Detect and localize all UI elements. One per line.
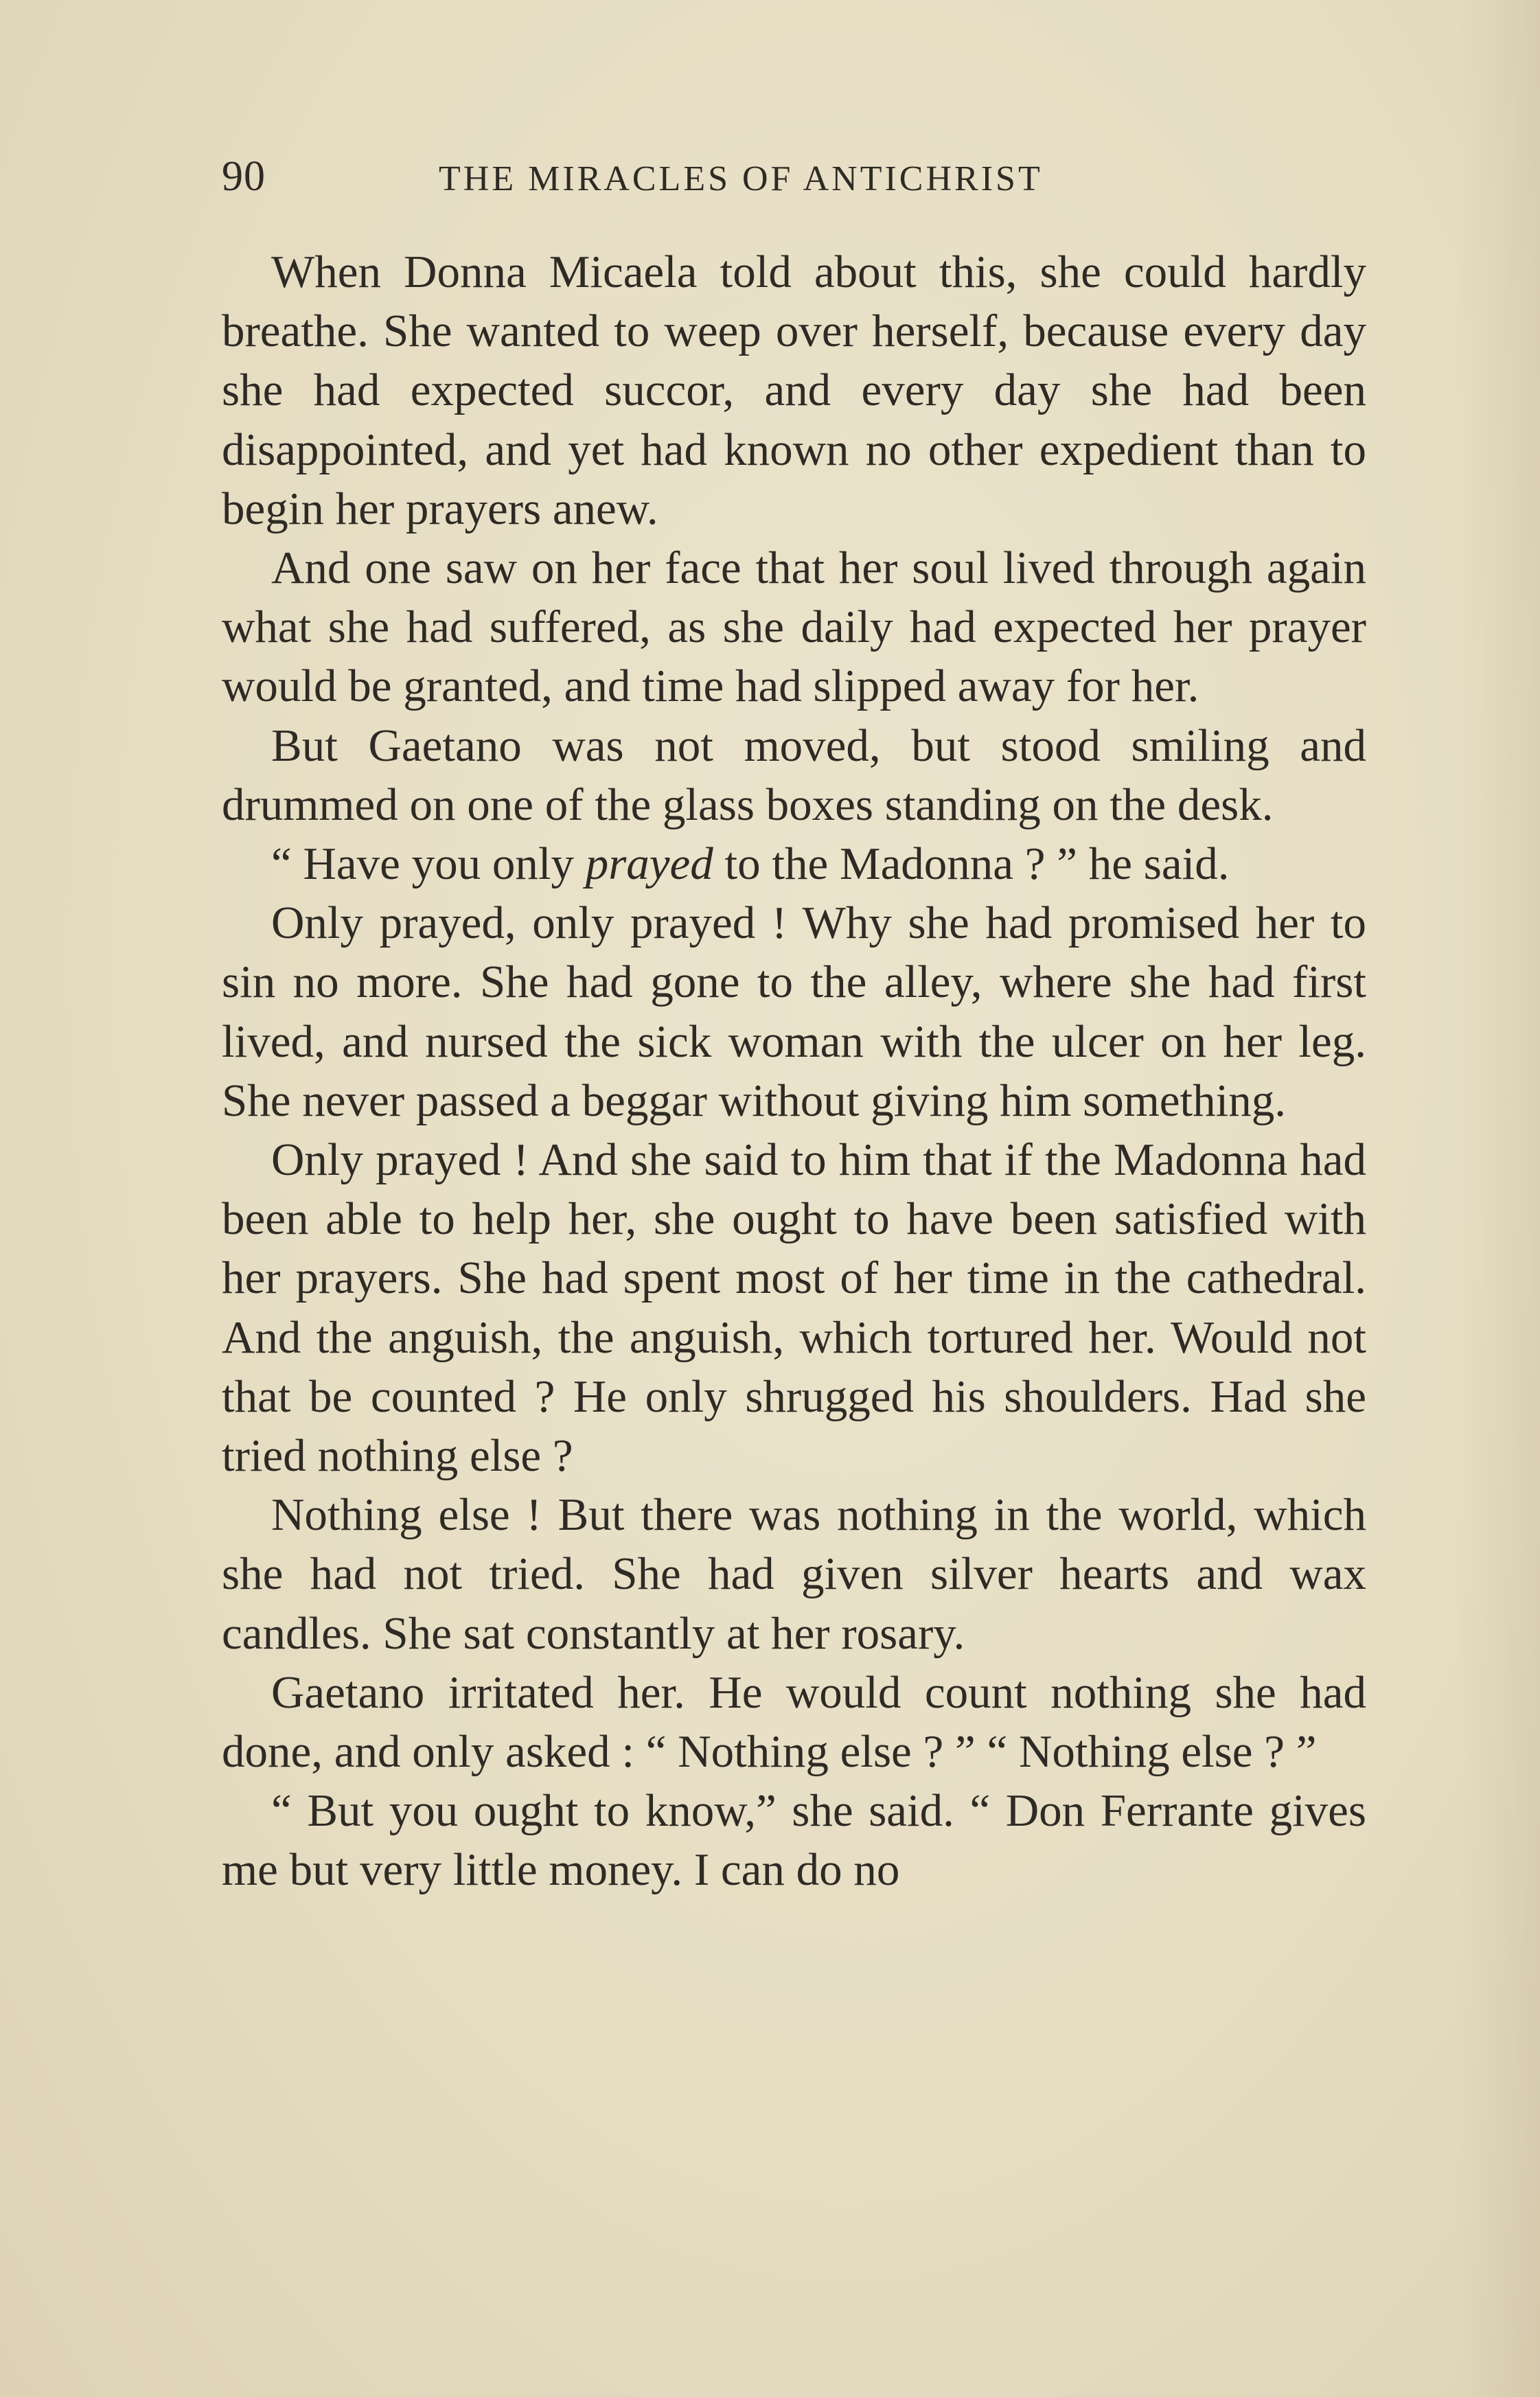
paragraph: Nothing else ! But there was nothing in the world, which she had not tried. She had given silver hearts and wax candles. She sat constantly at her rosary. [222, 1489, 1366, 1659]
running-head [222, 152, 1366, 207]
paragraph-text: to the Madonna ? ” he said. [713, 838, 1230, 890]
emphasis-text: prayed [585, 838, 713, 890]
paragraph: But Gaetano was not moved, but stood smiling and drummed on one of the glass boxes standing on the desk. [222, 720, 1366, 830]
paragraph: “ But you ought to know,” she said. “ Don Ferrante gives me but very little money. I can do no [222, 1785, 1366, 1896]
paragraph: And one saw on her face that her soul lived through again what she had suffered, as she daily had expected her prayer would be granted, and time had slipped away for her. [222, 542, 1366, 712]
paragraph: Only prayed, only prayed ! Why she had promised her to sin no more. She had gone to the alley, where she had first lived, and nursed the sick woman with the ulcer on her leg. She never passed a beggar without giving him something. [222, 897, 1366, 1126]
paragraph: When Donna Micaela told about this, she could hardly breathe. She wanted to weep over herself, because every day she had expected succor, and every day she had been disappointed, and yet had known no other expedient than to begin her prayers anew. [222, 246, 1366, 534]
running-title: THE MIRACLES OF ANTICHRIST [439, 159, 1043, 198]
paragraph [222, 834, 1366, 893]
body-text [222, 242, 1366, 1900]
paragraph: Gaetano irritated her. He would count nothing she had done, and only asked : “ Nothing else ? ” “ Nothing else ? ” [222, 1666, 1366, 1778]
paragraph: Only prayed ! And she said to him that if the Madonna had been able to help her, she ought to have been satisfied with her prayers. She had spent most of her time in the cathedral. And the anguish, the anguish, which tortured her. Would not that be counted ? He only shrugged his shoulders. Had she tried nothing else ? [222, 1134, 1366, 1482]
page-number: 90 [222, 153, 266, 200]
paragraph-text: “ Have you only [271, 838, 586, 890]
